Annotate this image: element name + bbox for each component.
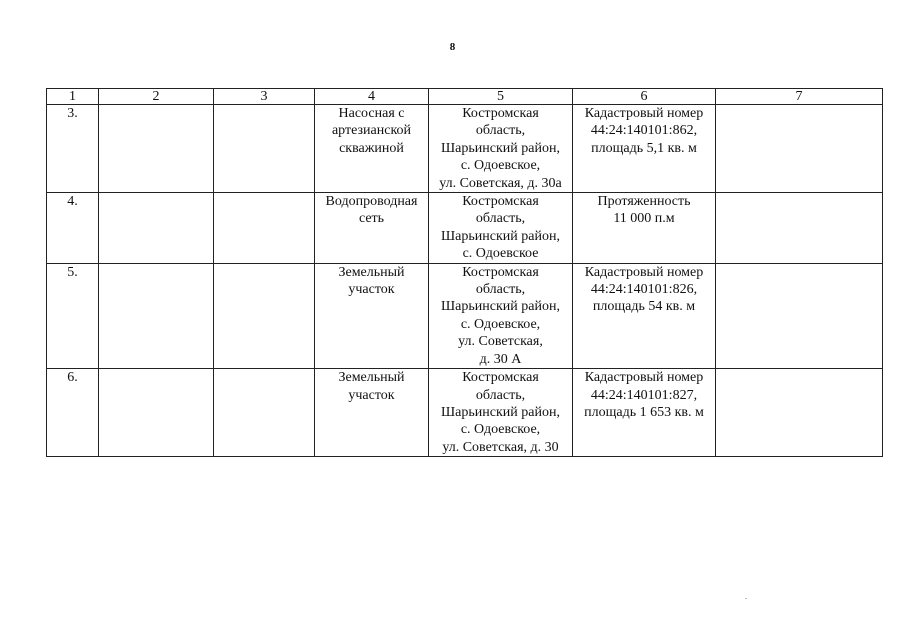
- empty-cell: [99, 369, 214, 457]
- characteristics-line: площадь 1 653 кв. м: [584, 404, 704, 420]
- address-line: область,: [475, 282, 526, 298]
- address-line: с. Одоевское,: [460, 316, 541, 332]
- object-name-line: Земельный: [338, 370, 405, 386]
- address-line: область,: [475, 387, 526, 403]
- object-name-cell: [315, 369, 429, 457]
- empty-cell: [99, 263, 214, 368]
- address-line: Шарьинский район,: [441, 404, 560, 420]
- characteristics-line: 44:24:140101:826,: [590, 282, 698, 298]
- empty-cell: [214, 263, 315, 368]
- empty-cell: [716, 369, 883, 457]
- characteristics-line: Кадастровый номер: [584, 106, 704, 121]
- address-line: ул. Советская, д. 30: [442, 439, 559, 455]
- empty-cell: [716, 193, 883, 264]
- object-name-line: артезианской: [331, 123, 412, 139]
- column-header-6: 6: [573, 89, 716, 105]
- address-line: Шарьинский район,: [441, 299, 560, 315]
- object-name-line: сеть: [358, 211, 385, 227]
- table-row: [47, 193, 883, 264]
- column-header-7: 7: [716, 89, 883, 105]
- table-row: [47, 263, 883, 368]
- object-name-line: Насосная с: [338, 106, 405, 121]
- column-header-1: 1: [47, 89, 99, 105]
- object-name-line: скважиной: [339, 140, 404, 156]
- address-line: ул. Советская, д. 30а: [439, 175, 562, 191]
- table-row: [47, 105, 883, 193]
- column-header-4: 4: [315, 89, 429, 105]
- empty-cell: [99, 105, 214, 193]
- scan-speck: [745, 598, 747, 599]
- empty-cell: [716, 105, 883, 193]
- empty-cell: [99, 193, 214, 264]
- empty-cell: [214, 369, 315, 457]
- address-line: с. Одоевское,: [460, 158, 541, 174]
- row-number-cell: 6.: [47, 369, 99, 457]
- address-line: Костромская: [462, 106, 539, 121]
- characteristics-cell: [573, 193, 716, 264]
- address-line: Шарьинский район,: [441, 228, 560, 244]
- address-line: д. 30 А: [479, 351, 522, 367]
- object-name-cell: [315, 105, 429, 193]
- characteristics-line: 44:24:140101:827,: [590, 387, 698, 403]
- column-header-2: 2: [99, 89, 214, 105]
- row-number-cell: 5.: [47, 263, 99, 368]
- characteristics-line: Кадастровый номер: [584, 264, 704, 280]
- address-line: Шарьинский район,: [441, 140, 560, 156]
- characteristics-line: Протяженность: [597, 194, 691, 210]
- address-line: ул. Советская,: [458, 334, 543, 350]
- object-name-line: Водопроводная: [325, 194, 418, 210]
- empty-cell: [214, 193, 315, 264]
- address-line: с. Одоевское,: [460, 422, 541, 438]
- address-line: с. Одоевское: [462, 246, 539, 262]
- address-cell: [429, 369, 573, 457]
- empty-cell: [214, 105, 315, 193]
- object-name-line: участок: [348, 387, 395, 403]
- object-name-cell: [315, 193, 429, 264]
- object-name-line: Земельный: [338, 264, 405, 280]
- characteristics-line: площадь 54 кв. м: [592, 299, 696, 315]
- characteristics-line: 44:24:140101:862,: [590, 123, 698, 139]
- characteristics-line: 11 000 п.м: [613, 211, 675, 227]
- header-row: [47, 89, 883, 105]
- row-number-cell: 4.: [47, 193, 99, 264]
- characteristics-line: площадь 5,1 кв. м: [591, 140, 697, 156]
- address-line: Костромская: [462, 370, 539, 386]
- page-number: 8: [449, 41, 456, 53]
- column-header-5: 5: [429, 89, 573, 105]
- object-name-cell: [315, 263, 429, 368]
- characteristics-cell: [573, 105, 716, 193]
- address-cell: [429, 263, 573, 368]
- table-row: [47, 369, 883, 457]
- empty-cell: [716, 263, 883, 368]
- address-cell: [429, 193, 573, 264]
- column-header-3: 3: [214, 89, 315, 105]
- address-line: Костромская: [462, 194, 539, 210]
- address-line: Костромская: [462, 264, 539, 280]
- row-number-cell: 3.: [47, 105, 99, 193]
- address-line: область,: [475, 211, 526, 227]
- address-line: область,: [475, 123, 526, 139]
- object-name-line: участок: [348, 282, 395, 298]
- characteristics-line: Кадастровый номер: [584, 370, 704, 386]
- property-table: [46, 88, 883, 457]
- characteristics-cell: [573, 263, 716, 368]
- characteristics-cell: [573, 369, 716, 457]
- address-cell: [429, 105, 573, 193]
